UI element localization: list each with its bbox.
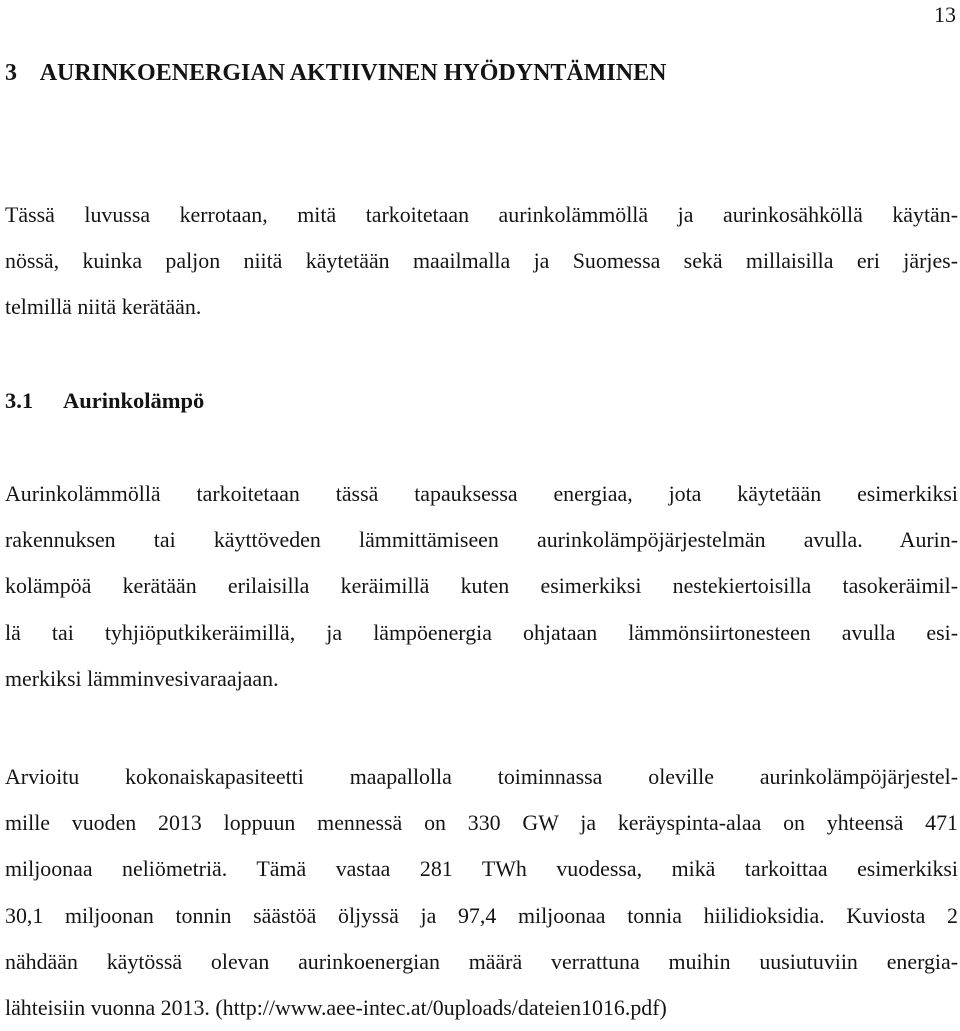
paragraph-line: rakennuksen tai käyttöveden lämmittämiseen aurinkolämpöjärjestelmän avulla. Aurin- [5, 527, 958, 553]
intro-line: Tässä luvussa kerrotaan, mitä tarkoitetaan aurinkolämmöllä ja aurinkosähköllä käytän- [5, 202, 958, 227]
solar-heat-paragraph [5, 471, 958, 702]
section-heading [5, 386, 204, 416]
paragraph-line: miljoonaa neliömetriä. Tämä vastaa 281 TWh vuodessa, mikä tarkoittaa esimerkiksi [5, 856, 958, 882]
intro-line: telmillä niitä kerätään. [5, 294, 202, 320]
page-number: 13 [934, 2, 956, 27]
paragraph-line: 30,1 miljoonan tonnin säästöä öljyssä ja 97,4 miljoonaa tonnia hiilidioksidia. Kuviosta 2 [5, 902, 958, 928]
paragraph-line: merkiksi lämminvesivaraajaan. [5, 665, 279, 691]
paragraph-line: kolämpöä kerätään erilaisilla keräimillä kuten esimerkiksi nestekiertoisilla tasokeräimil- [5, 573, 958, 599]
paragraph-line: Arvioitu kokonaiskapasiteetti maapallolla toiminnassa oleville aurinkolämpöjärjestel- [5, 764, 958, 789]
paragraph-line: lä tai tyhjiöputkikeräimillä, ja lämpöenergia ohjataan lämmönsiirtonesteen avulla esi- [5, 619, 958, 645]
paragraph-line: Aurinkolämmöllä tarkoitetaan tässä tapauksessa energiaa, jota käytetään esimerkiksi [5, 481, 958, 506]
section-number: 3.1 [5, 388, 34, 413]
intro-line: nössä, kuinka paljon niitä käytetään maailmalla ja Suomessa sekä millaisilla eri järjes- [5, 248, 958, 274]
chapter-title: AURINKOENERGIAN AKTIIVINEN HYÖDYNTÄMINEN [39, 60, 667, 86]
section-title: Aurinkolämpö [63, 388, 205, 413]
paragraph-line: mille vuoden 2013 loppuun mennessä on 330 GW ja keräyspinta-alaa on yhteensä 471 [5, 810, 958, 836]
paragraph-line: lähteisiin vuonna 2013. (http://www.aee-intec.at/0uploads/dateien1016.pdf) [5, 995, 667, 1021]
chapter-heading [5, 58, 666, 88]
capacity-paragraph [5, 754, 958, 1031]
paragraph-line: nähdään käytössä olevan aurinkoenergian määrä verrattuna muihin uusiutuviin energia- [5, 948, 958, 974]
chapter-number: 3 [5, 60, 17, 86]
intro-paragraph [5, 192, 958, 331]
